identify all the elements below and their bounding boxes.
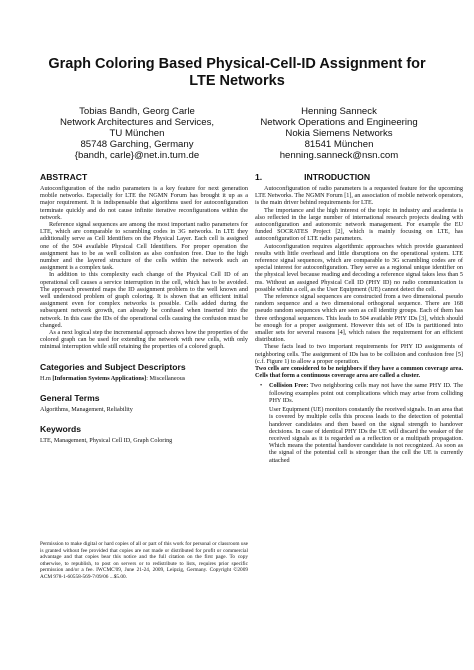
- author-address: 85748 Garching, Germany: [80, 139, 194, 150]
- abstract-heading: ABSTRACT: [40, 172, 88, 182]
- left-column: [40, 172, 248, 444]
- abstract-paragraph-1: Autoconfiguration of the radio parameters is a key feature for next generation mobile networks. Especially for LTE the NGMN Forum has brought it up as a major requirement. It is indispensable that algorithms used for autoconfiguration terminate quickly and do not cause infinite iterative reconfigurations within the network.: [40, 185, 248, 221]
- category-code: H.m: [40, 374, 51, 382]
- author-affiliation: Network Architectures and Services,: [59, 117, 215, 128]
- author-institution: TU München: [109, 128, 165, 139]
- right-column: [255, 172, 463, 464]
- categories-heading: Categories and Subject Descriptors: [40, 361, 186, 372]
- bullet-text: Two neighboring cells may not have the same PHY ID. The following examples point out complications which may arise from colliding PHY IDs.: [269, 382, 464, 404]
- author-affiliation: Network Operations and Engineering: [260, 117, 418, 128]
- section-title: INTRODUCTION: [304, 172, 371, 182]
- author-email[interactable]: {bandh, carle}@net.in.tum.de: [74, 150, 200, 161]
- author-block-2: [244, 106, 434, 161]
- bullet-sub-paragraph: User Equipment (UE) monitors constantly the received signals. In an area that is covered by multiple cells this process leads to the detection of potential handover candidates and then based on the signal strength to handover decisions. In case of identical PHY IDs the UE will discard the weaker of the received signals as it is regarded as a reflection or a multipath propagation. Which means the potential handover candidate is not recognized. As soon as the signal of the potential cell is stronger than the cell the UE is currently attached: [269, 406, 463, 464]
- author-block-1: [42, 106, 232, 161]
- author-name: Tobias Bandh, Georg Carle: [79, 106, 195, 117]
- introduction-heading: [255, 172, 463, 182]
- paper-title: [20, 56, 454, 90]
- intro-paragraph-1: Autoconfiguration of radio parameters is a requested feature for the upcoming LTE Networks. The NGMN Forum [1], an association of mobile network operators, is the main driver behind requirements for LTE.: [255, 185, 463, 207]
- intro-paragraph-2: The importance and the high interest of the topic in industry and academia is also reflected in the large number of international research projects dealing with autoconfiguration and autonomic network management. For example the EU funded SOCRATES Project [2], which is mainly focusing on LTE, has autoconfiguration of LTE radio parameters.: [255, 206, 463, 243]
- category-name: [Information Systems Applications]: [52, 374, 147, 382]
- bullet-icon: •: [260, 382, 263, 390]
- title-line-1: Graph Coloring Based Physical-Cell-ID Assignment for: [48, 56, 426, 72]
- author-name: Henning Sanneck: [301, 106, 377, 117]
- general-terms-heading: General Terms: [40, 392, 100, 403]
- intro-paragraph-5: These facts lead to two important requirements for PHY ID assignments of neighboring cells. The assignment of IDs has to be collision and confusion free [5] (c.f. Figure 1) to allow a proper operation.: [255, 343, 463, 365]
- abstract-paragraph-2: Reference signal sequences are among the most important radio parameters for LTE, which are comparable to scrambling codes in 3G networks. In LTE they additionally serve as Cell Identifiers on the Physical Layer. Each cell is assigned one of the 504 available Physical Cell Identifiers. For proper operation the assignment has to be as well collision as also confusion free. Due to the high number and the layered structure of the cells within the network such an assignment is a complex task.: [40, 221, 248, 272]
- keywords-text: LTE, Management, Physical Cell ID, Graph Coloring: [40, 437, 173, 445]
- abstract-paragraph-4: As a next logical step the incremental approach shows how the properties of the colored graph can be used for extending the network with new cells, with only minimal interruption while still retaining the properties of a colored graph.: [40, 329, 248, 351]
- author-address: 81541 München: [304, 139, 374, 150]
- categories-text: [40, 375, 248, 382]
- keywords-heading: Keywords: [40, 424, 82, 435]
- author-email[interactable]: henning.sanneck@nsn.com: [279, 150, 399, 161]
- section-number: 1.: [255, 172, 263, 182]
- permission-notice: Permission to make digital or hard copies of all or part of this work for personal or classroom use is granted without fee provided that copies are not made or distributed for profit or commercial advantage and that copies bear this notice and the full citation on the first page. To copy otherwise, to republish, to post on servers or to redistribute to lists, requires prior specific permission and/or a fee. IWCMC'09, June 21-24, 2009, Leipzig, Germany. Copyright ©2009 ACM 978-1-60558-569-7/09/06 ...$5.00.: [40, 541, 248, 580]
- intro-paragraph-3: Autoconfiguration requires algorithmic approaches which provide guaranteed results with little overhead and little disruptions on the operational system. LTE reference signal sequences, which are comparable to 3G scrambling codes are of special interest for autoconfiguration. They serve as a regional unique identifier on the physical level because reading and decoding a reference signal takes less than 5 ms. Without an assigned Physical Cell ID (PHY ID) no radio communication is possible within a cell, as the User Equipment (UE) cannot detect the cell.: [255, 242, 463, 293]
- general-terms-text: Algorithms, Management, Reliability: [40, 405, 133, 413]
- abstract-paragraph-3: In addition to this complexity each change of the Physical Cell ID of an operational cell causes a service interruption in the cell, which has to be avoided. The approach presented maps the ID assignment problem to the well known and well understood problem of graph coloring. It is shown that an efficient initial assignment even for complex networks is possible. Cells added during the subsequent network growth, can already be confused when inserted into the network. In this case the IDs of the operational cells causing the confusion must be changed.: [40, 271, 248, 329]
- category-sub: : Miscellaneous: [146, 374, 186, 382]
- neighbor-definition: Two cells are considered to be neighbors if they have a common coverage area. Cells that form a continuous coverage area are called a cluster.: [255, 365, 463, 380]
- author-institution: Nokia Siemens Networks: [285, 128, 393, 139]
- bullet-collision-free: [255, 382, 463, 404]
- intro-paragraph-4: The reference signal sequences are constructed from a two dimensional pseudo random sequence and a two dimensional orthogonal sequence. There are 168 pseudo random sequences which are seen as cell identity groups. Each of them has three orthogonal sequences. This leads to 504 available PHY IDs [3], which should be enough for a proper assignment. However this set of IDs is partitioned into smaller sets for several reasons [4], which raises the requirement for an efficient distribution.: [255, 293, 463, 344]
- bullet-label: Collision Free:: [269, 382, 309, 390]
- title-line-2: LTE Networks: [189, 73, 285, 89]
